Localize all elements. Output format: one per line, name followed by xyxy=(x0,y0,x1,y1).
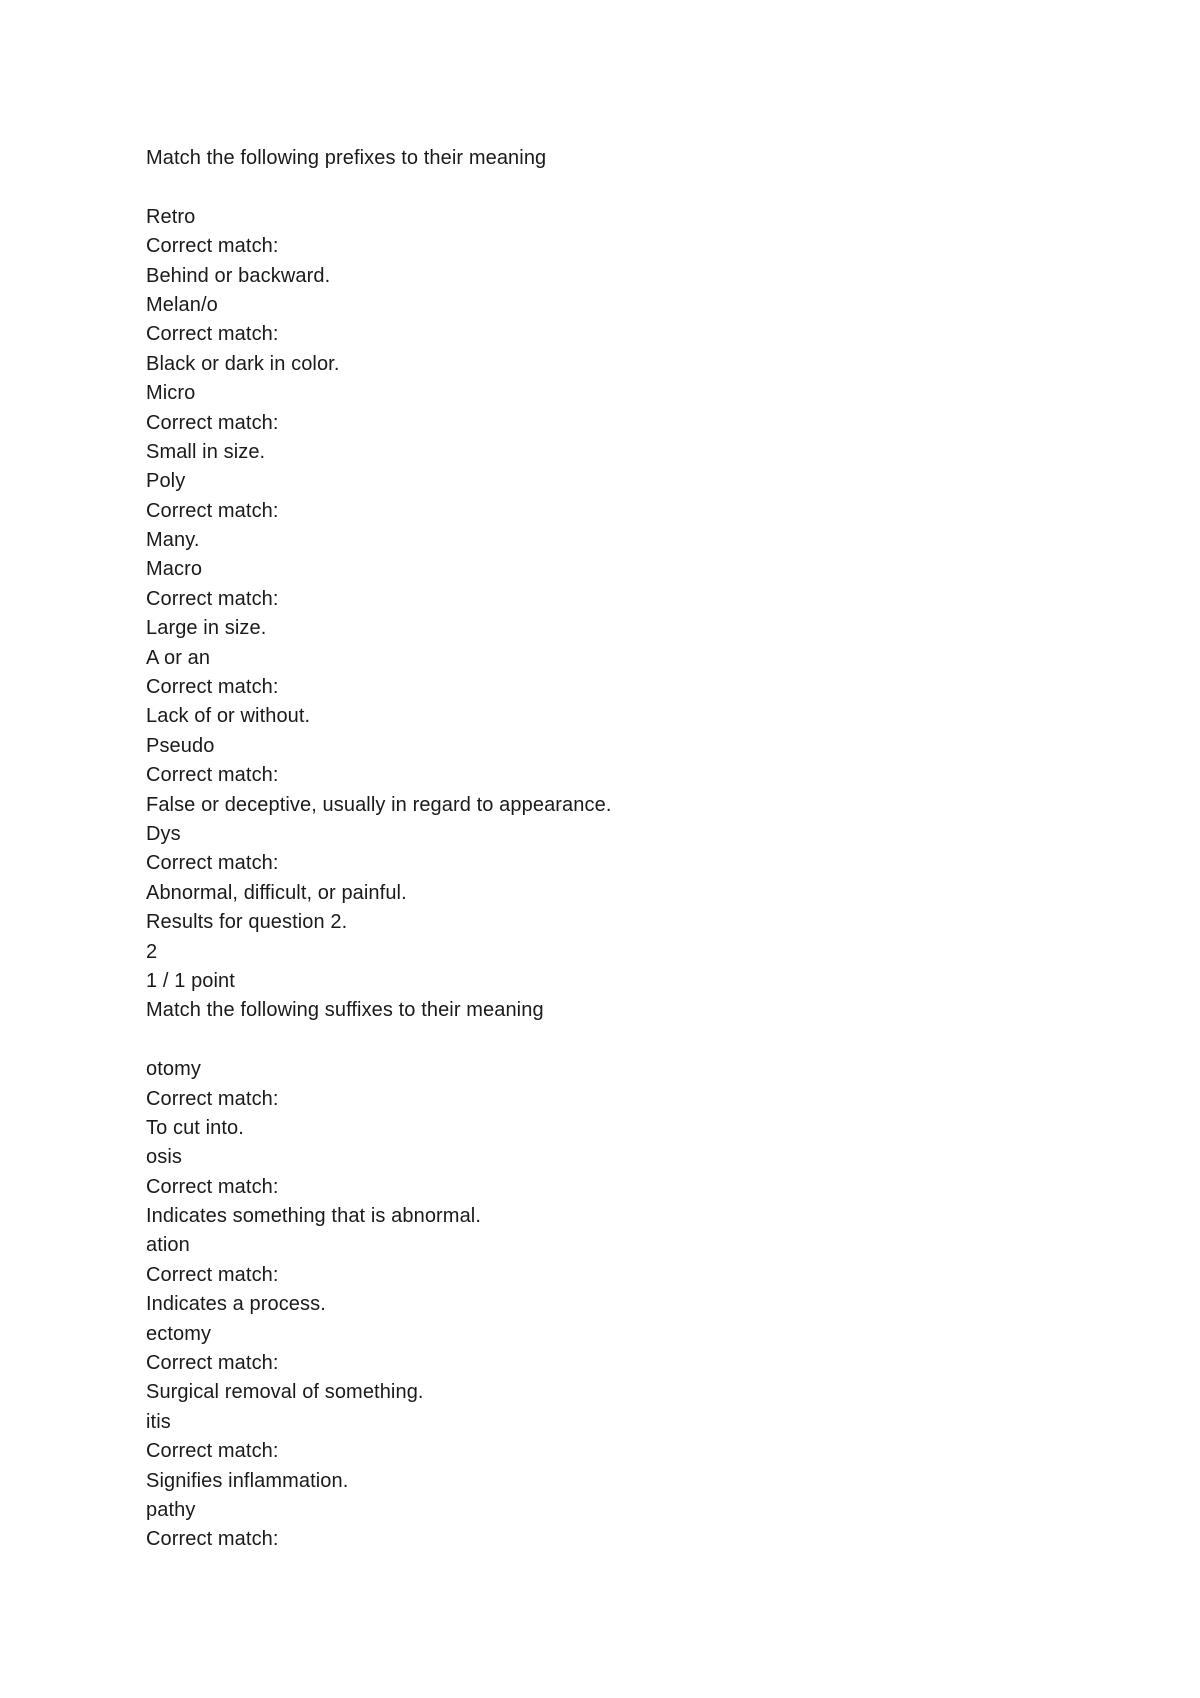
correct-match-label: Correct match: xyxy=(146,323,279,346)
suffix-term: pathy xyxy=(146,1498,196,1521)
correct-match-label: Correct match: xyxy=(146,587,279,610)
prefix-term: A or an xyxy=(146,646,211,669)
prefix-meaning: Black or dark in color. xyxy=(146,352,340,375)
correct-match-label: Correct match: xyxy=(146,852,279,875)
prefix-term: Melan/o xyxy=(146,293,218,316)
suffix-term: itis xyxy=(146,1410,171,1433)
question-score: 1 / 1 point xyxy=(146,969,235,992)
correct-match-label: Correct match: xyxy=(146,764,279,787)
suffix-meaning: To cut into. xyxy=(146,1116,244,1139)
correct-match-label: Correct match: xyxy=(146,499,279,522)
spacer xyxy=(146,173,1106,202)
spacer xyxy=(146,1026,1106,1055)
results-heading: Results for question 2. xyxy=(146,911,348,934)
prefix-item-a-or-an xyxy=(146,644,1106,732)
correct-match-label: Correct match: xyxy=(146,1352,279,1375)
suffix-meaning: Surgical removal of something. xyxy=(146,1381,424,1404)
suffix-item-ectomy xyxy=(146,1320,1106,1408)
correct-match-label: Correct match: xyxy=(146,1440,279,1463)
prefix-term: Macro xyxy=(146,558,203,581)
suffix-item-itis xyxy=(146,1408,1106,1496)
suffix-instruction: Match the following suffixes to their meaning xyxy=(146,999,544,1022)
suffix-meaning: Indicates something that is abnormal. xyxy=(146,1205,481,1228)
prefix-item-dys xyxy=(146,820,1106,908)
prefix-meaning: Abnormal, difficult, or painful. xyxy=(146,881,407,904)
suffix-term: ectomy xyxy=(146,1322,212,1345)
prefix-meaning: Lack of or without. xyxy=(146,705,311,728)
suffix-item-otomy xyxy=(146,1055,1106,1143)
correct-match-label: Correct match: xyxy=(146,676,279,699)
suffix-item-pathy xyxy=(146,1496,1106,1555)
prefix-item-micro xyxy=(146,379,1106,467)
prefix-meaning: False or deceptive, usually in regard to appearance. xyxy=(146,793,612,816)
prefix-item-pseudo xyxy=(146,732,1106,820)
prefix-list xyxy=(146,203,1106,908)
prefix-term: Micro xyxy=(146,382,196,405)
prefix-instruction: Match the following prefixes to their meaning xyxy=(146,147,547,169)
suffix-item-osis xyxy=(146,1143,1106,1231)
suffix-meaning: Indicates a process. xyxy=(146,1293,326,1316)
prefix-item-melano xyxy=(146,291,1106,379)
document-page xyxy=(146,144,1106,1555)
correct-match-label: Correct match: xyxy=(146,1087,279,1110)
suffix-list xyxy=(146,1055,1106,1555)
suffix-term: otomy xyxy=(146,1058,201,1081)
prefix-term: Poly xyxy=(146,470,186,493)
prefix-meaning: Behind or backward. xyxy=(146,264,331,287)
suffix-meaning: Signifies inflammation. xyxy=(146,1469,349,1492)
prefix-meaning: Many. xyxy=(146,529,200,552)
correct-match-label: Correct match: xyxy=(146,1175,279,1198)
prefix-item-macro xyxy=(146,555,1106,643)
correct-match-label: Correct match: xyxy=(146,1263,279,1286)
prefix-meaning: Large in size. xyxy=(146,617,267,640)
suffix-term: ation xyxy=(146,1234,190,1257)
prefix-item-retro xyxy=(146,203,1106,291)
correct-match-label: Correct match: xyxy=(146,1528,279,1551)
question-2-header xyxy=(146,908,1106,1026)
prefix-item-poly xyxy=(146,467,1106,555)
suffix-item-ation xyxy=(146,1231,1106,1319)
prefix-meaning: Small in size. xyxy=(146,440,266,463)
prefix-term: Retro xyxy=(146,205,196,228)
correct-match-label: Correct match: xyxy=(146,411,279,434)
prefix-term: Dys xyxy=(146,822,181,845)
prefix-term: Pseudo xyxy=(146,734,215,757)
question-number: 2 xyxy=(146,940,158,963)
correct-match-label: Correct match: xyxy=(146,235,279,258)
suffix-term: osis xyxy=(146,1146,182,1169)
